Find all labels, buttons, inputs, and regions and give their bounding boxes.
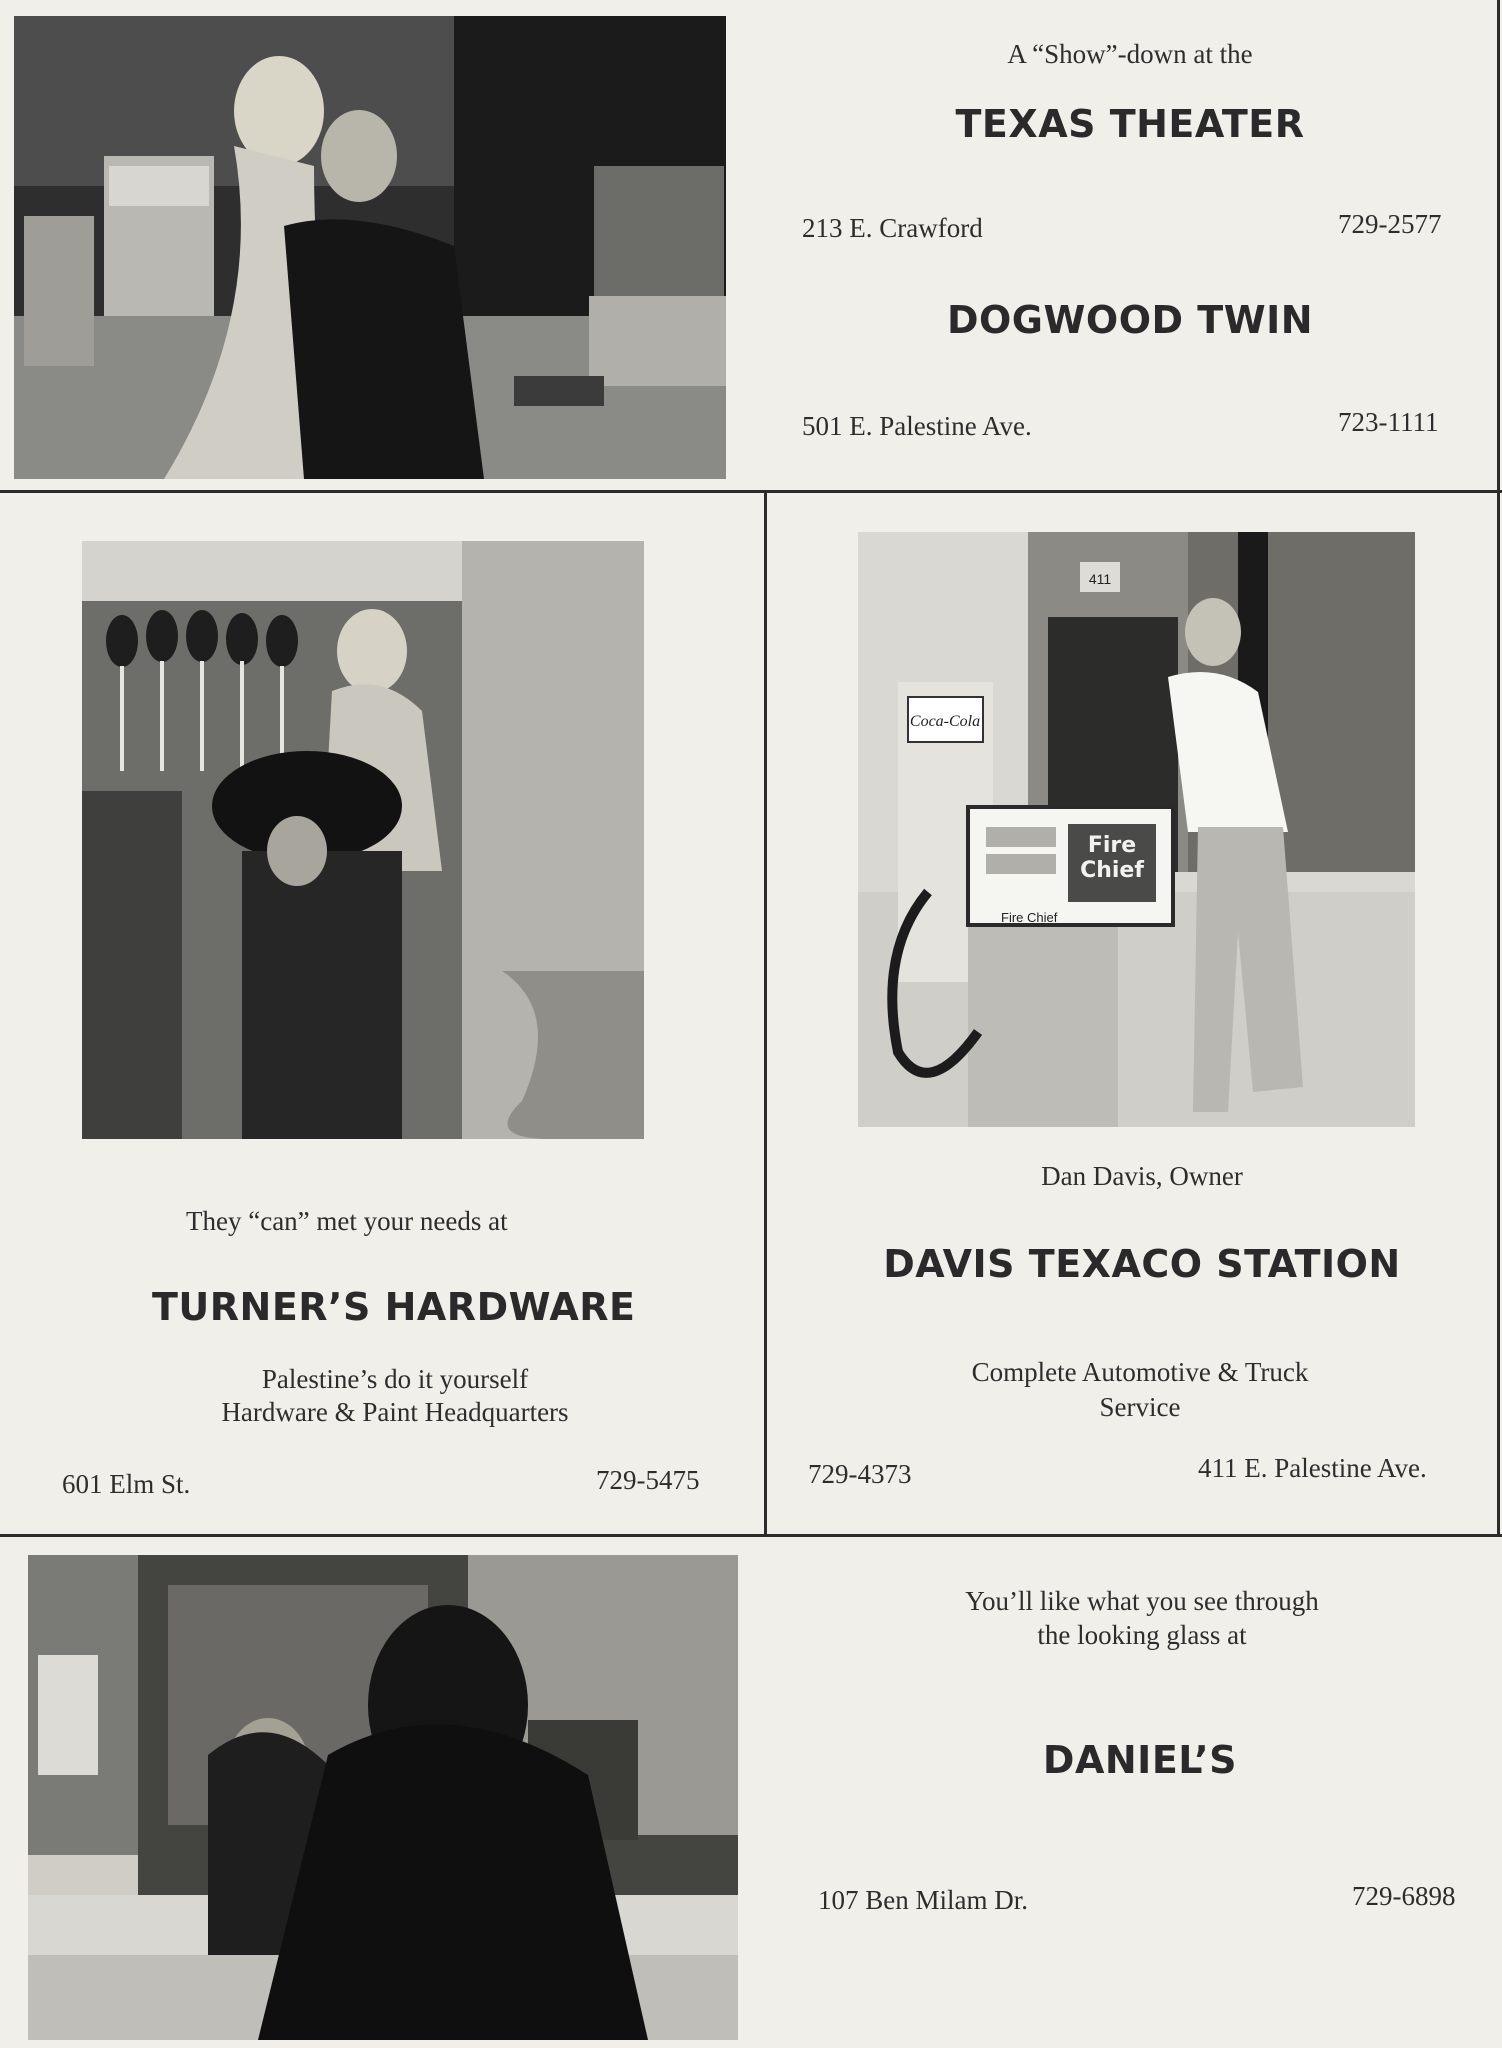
daniels-intro-line2: the looking glass at (1037, 1620, 1247, 1650)
turner-tagline-line1: Palestine’s do it yourself (261, 1364, 529, 1394)
turners-hardware-heading: TURNER’S HARDWARE (152, 1285, 636, 1329)
coca-cola-sign: Coca-Cola (909, 713, 981, 730)
davis-phone: 729-4373 (808, 1459, 912, 1489)
daniels-phone: 729-6898 (1352, 1881, 1456, 1911)
turner-tagline-line2: Hardware & Paint Headquarters (221, 1397, 569, 1427)
fire-chief-sign-line2: Chief (1080, 858, 1144, 883)
daniels-address: 107 Ben Milam Dr. (818, 1885, 1028, 1915)
davis-address: 411 E. Palestine Ave. (1198, 1453, 1427, 1483)
texas-theater-heading: TEXAS THEATER (955, 102, 1305, 146)
vertical-divider-right (764, 492, 767, 1535)
hardware-store-photo (82, 541, 644, 1139)
texas-theater-phone: 729-2577 (1338, 209, 1442, 239)
horizontal-divider-top (0, 490, 1502, 493)
right-border-top (1497, 0, 1500, 492)
fire-chief-sign-line1: Fire (1087, 833, 1137, 858)
davis-tagline-line1: Complete Automotive & Truck (971, 1357, 1309, 1387)
texas-intro-text: A “Show”-down at the (1007, 39, 1253, 69)
davis-owner-text: Dan Davis, Owner (1041, 1161, 1243, 1191)
dogwood-twin-address: 501 E. Palestine Ave. (802, 411, 1032, 441)
horizontal-divider-bottom (0, 1534, 1502, 1537)
dogwood-twin-heading: DOGWOOD TWIN (946, 298, 1314, 342)
daniels-intro-line1: You’ll like what you see through (965, 1586, 1319, 1616)
right-border-middle (1497, 492, 1500, 1535)
turner-intro-text: They “can” met your needs at (186, 1206, 508, 1236)
davis-texaco-heading: DAVIS TEXACO STATION (883, 1242, 1401, 1286)
dogwood-twin-phone: 723-1111 (1338, 407, 1439, 437)
salon-mirror-photo (28, 1555, 738, 2040)
theater-concession-photo (14, 16, 726, 479)
daniels-heading: DANIEL’S (1042, 1738, 1238, 1782)
address-number-sign: 411 (1088, 571, 1112, 587)
turner-phone: 729-5475 (596, 1465, 700, 1495)
davis-tagline-line2: Service (1099, 1392, 1181, 1422)
turner-address: 601 Elm St. (62, 1469, 191, 1499)
texaco-station-photo (858, 532, 1415, 1127)
texas-theater-address: 213 E. Crawford (802, 213, 983, 243)
fire-chief-label: Fire Chief (1001, 910, 1058, 925)
